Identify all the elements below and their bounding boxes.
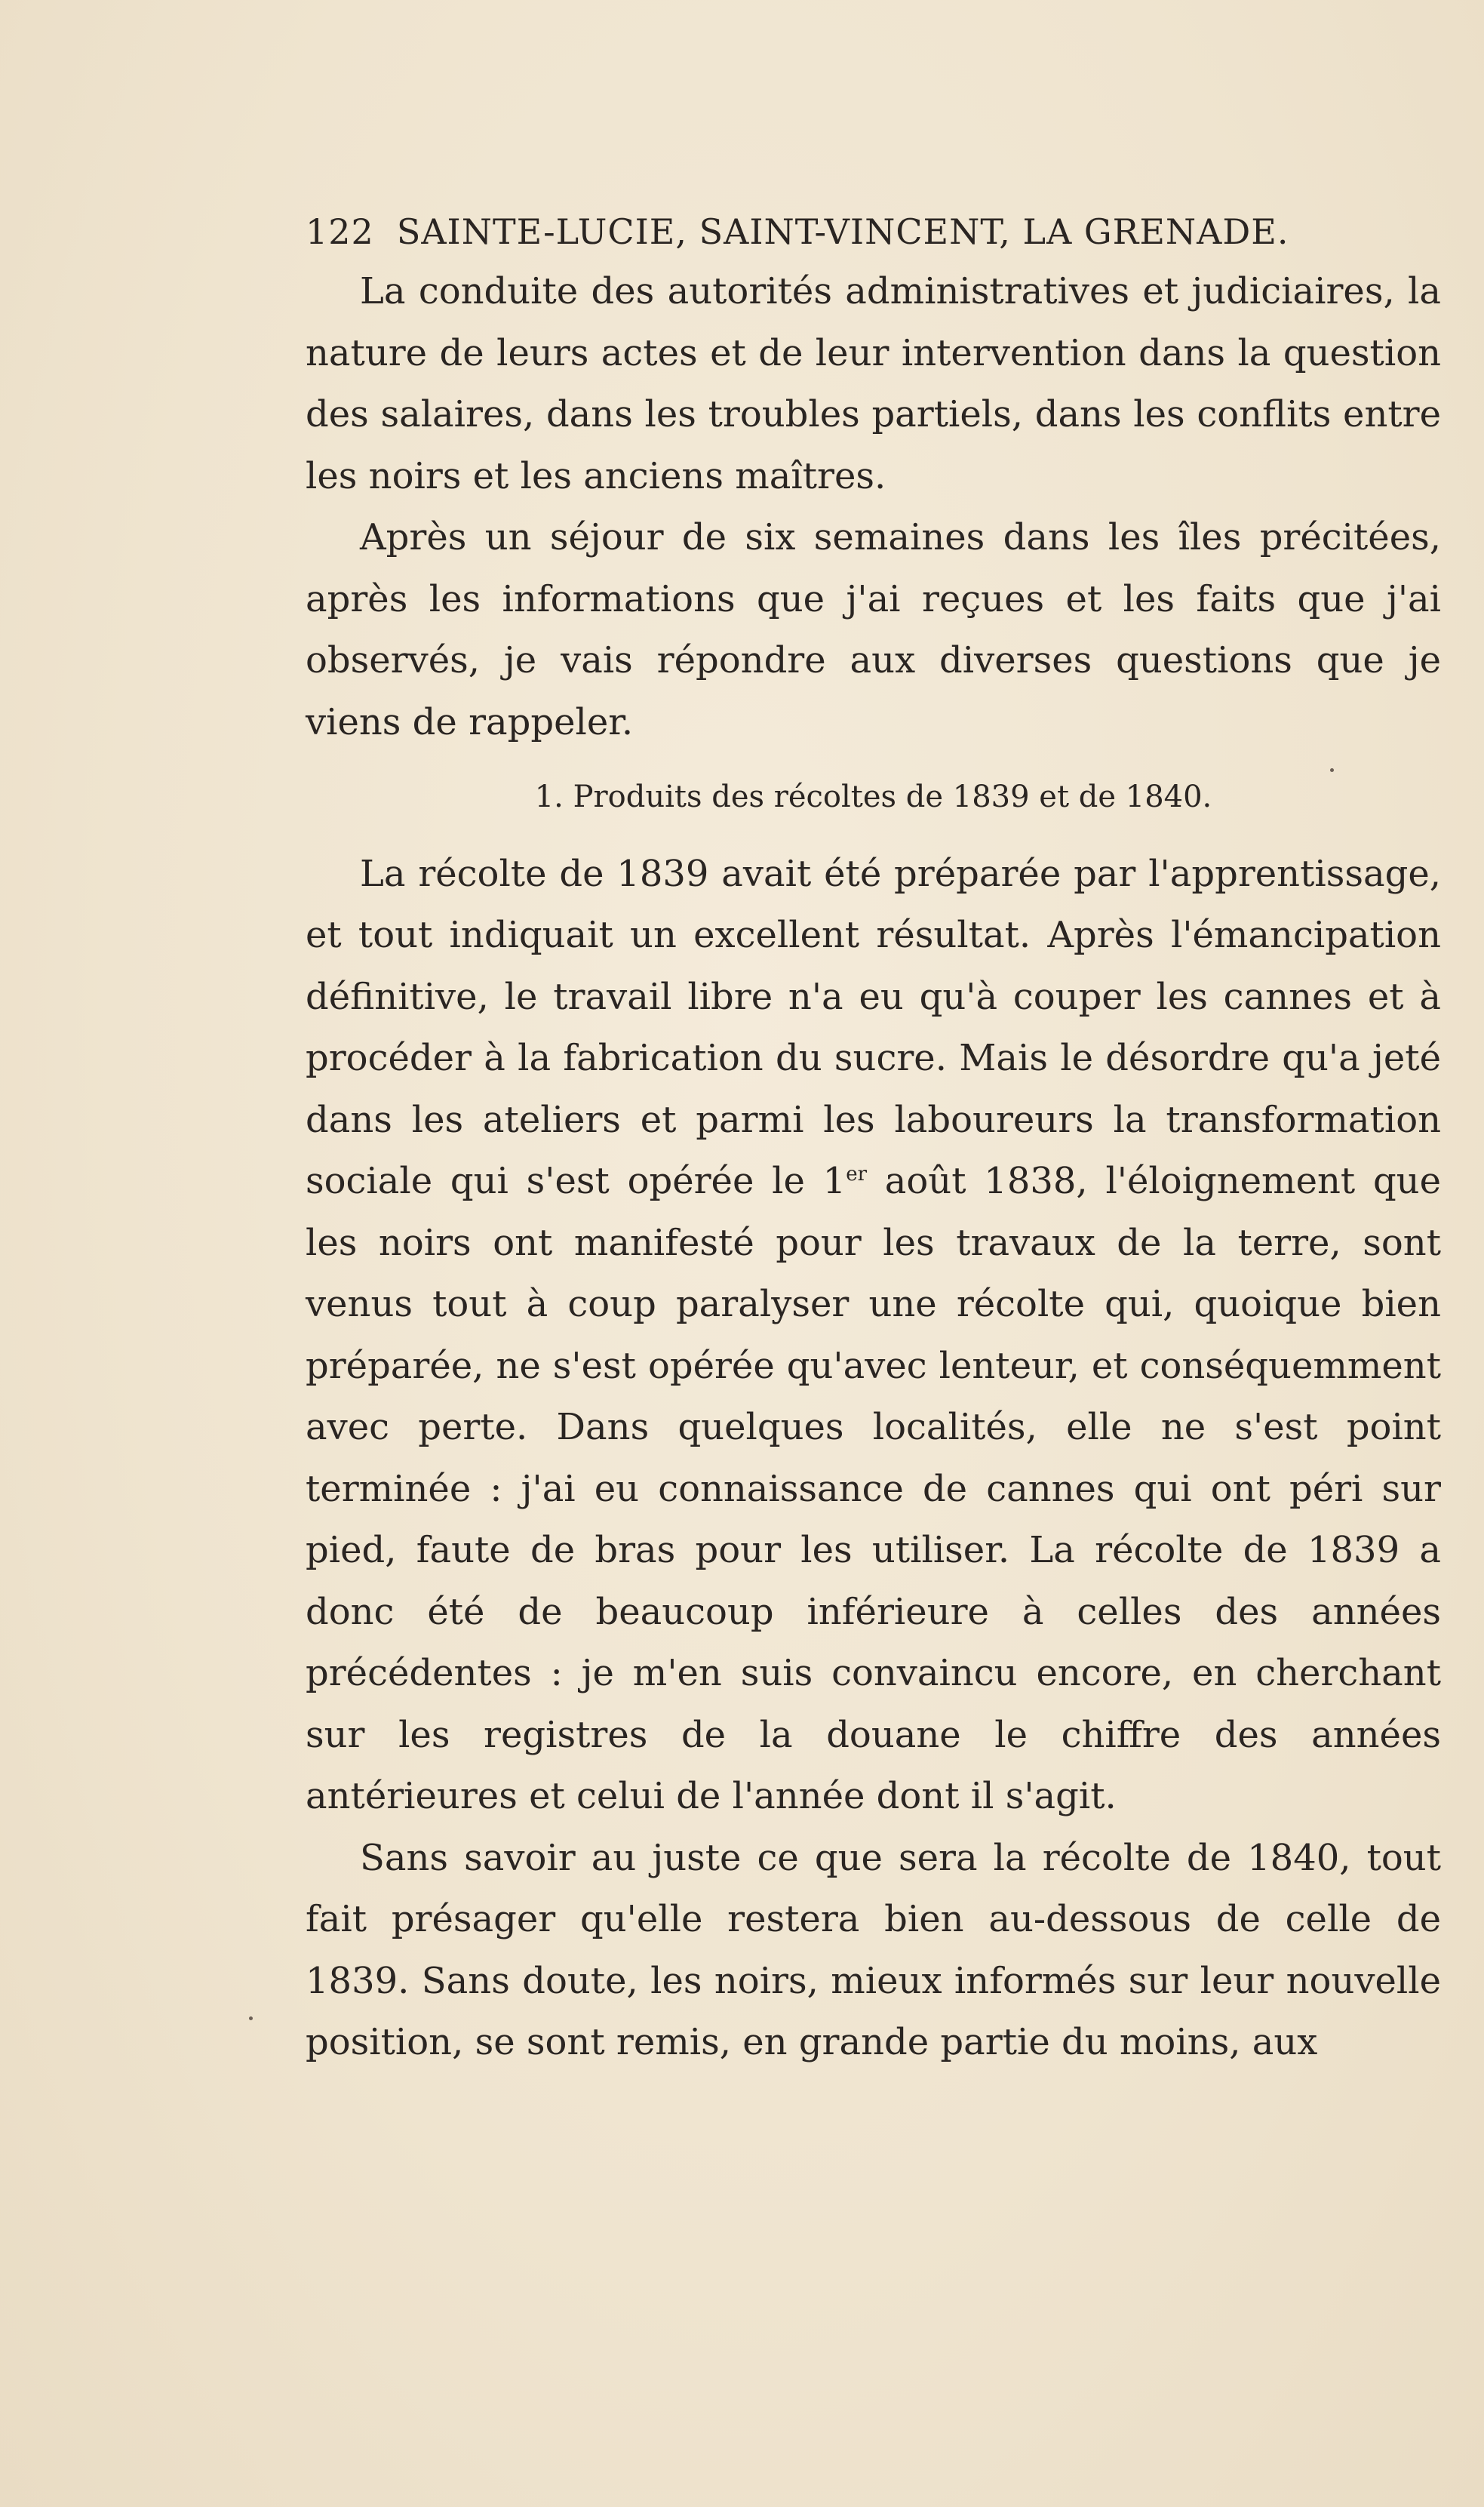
paragraph-conduct-authorities: La conduite des autorités administratives et judiciaires, la nature de leurs actes et de leur intervention dans la question des salaires, dans les troubles partiels, dans les conflits entre les noirs et les anciens maîtres. — [306, 270, 1441, 497]
speck-mark — [249, 2016, 253, 2020]
paragraph-text: La récolte de 1839 avait été préparée par l'apprentissage, et tout indiquait un excellent résultat. Après l'émancipation définitive, le travail libre n'a eu qu'à couper les cannes et à procéder à la fabrication du sucre. Mais le désordre qu'a jeté dans les ateliers et parmi les laboureurs la transformation sociale qui s'est opérée le 1 — [306, 852, 1441, 1202]
paragraph-harvest-1840: Sans savoir au juste ce que sera la récolte de 1840, tout fait présager qu'elle restera bien au-dessous de celle de 1839. Sans doute, les noirs, mieux informés sur leur nouvelle position, se sont remis, en grande partie du moins, aux — [306, 1836, 1441, 2063]
paragraph-harvest-1839 — [306, 844, 1441, 1828]
superscript-er: er — [846, 1163, 868, 1186]
page-number: 122 — [306, 211, 374, 252]
running-title: SAINTE-LUCIE, SAINT-VINCENT, LA GRENADE. — [396, 211, 1289, 252]
paragraph-text: août 1838, l'éloignement que les noirs ont manifesté pour les travaux de la terre, sont venus tout à coup paralyser une récolte qui, quoique bien préparée, ne s'est opérée qu'avec lenteur, et conséquemment avec perte. Dans quelques localités, elle ne s'est point terminée : j'ai eu connaissance de cannes qui ont péri sur pied, faute de bras pour les utiliser. La récolte de 1839 a donc été de beaucoup inférieure à celles des années précédentes : je m'en suis convaincu encore, en cherchant sur les registres de la douane le chiffre des années antérieures et celui de l'année dont il s'agit. — [306, 1160, 1441, 1817]
section-heading: 1. Produits des récoltes de 1839 et de 1840. — [534, 780, 1212, 814]
text-block — [306, 202, 1441, 2074]
running-head — [306, 202, 1441, 261]
paragraph-stay-six-weeks: Après un séjour de six semaines dans les îles précitées, après les informations que j'ai reçues et les faits que j'ai observés, je vais répondre aux diverses questions que je viens de rappeler. — [306, 516, 1441, 743]
